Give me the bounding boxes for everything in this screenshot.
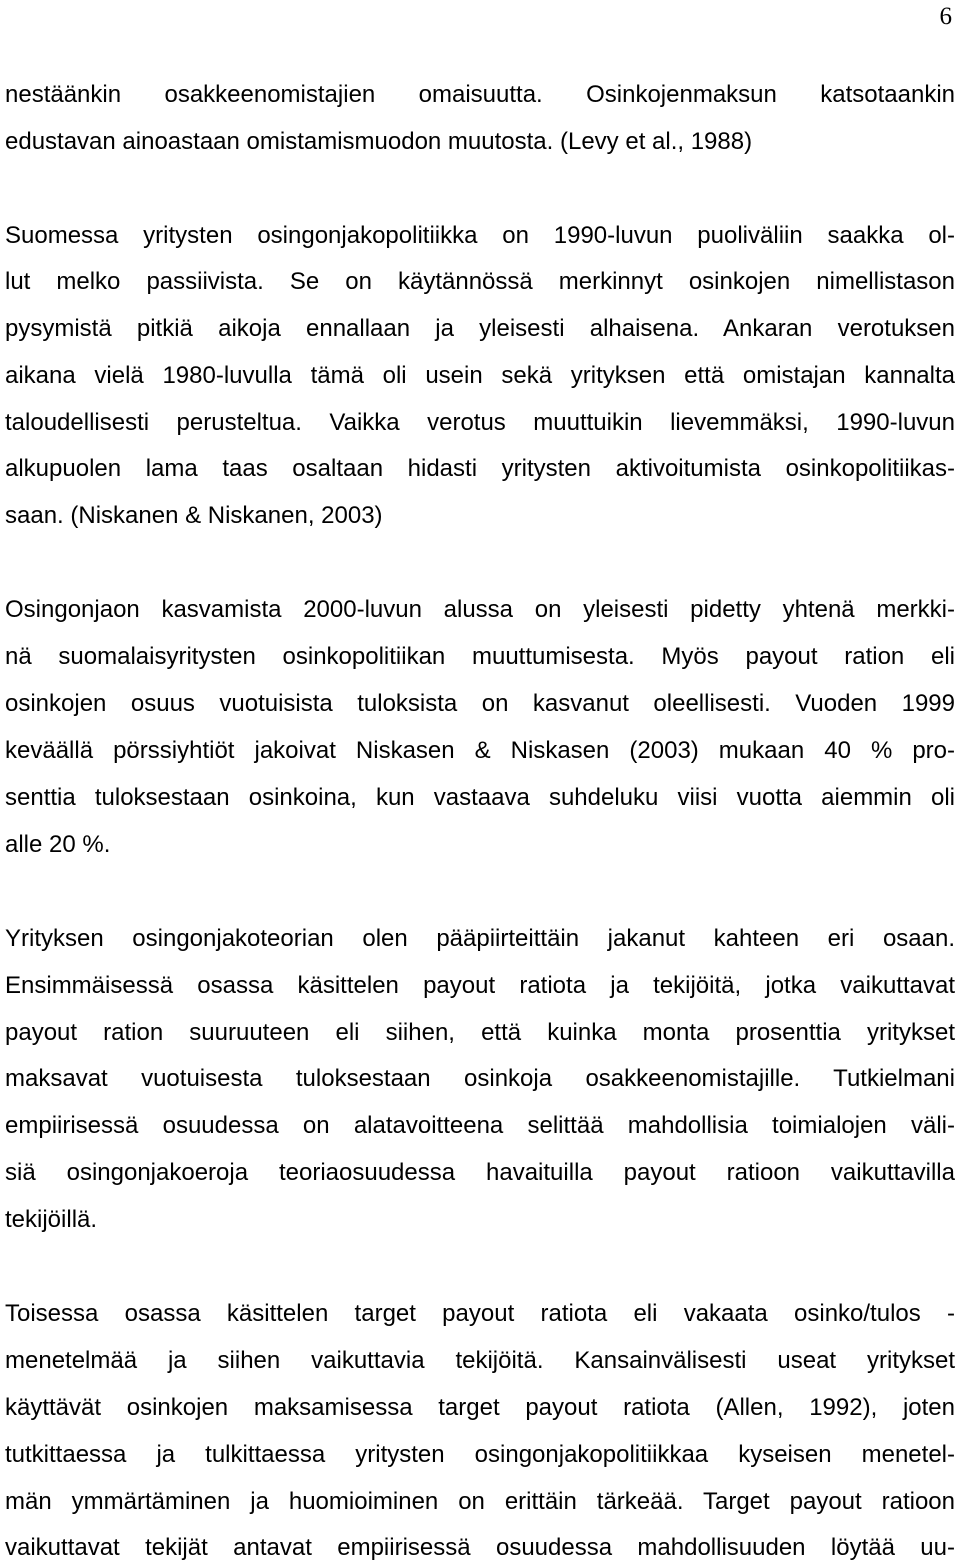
text-line: senttia tuloksestaan osinkoina, kun vastaava suhdeluku viisi vuotta aiemmin oli [5,784,955,811]
text-line: taloudellisesti perusteltua. Vaikka verotus muuttuikin lievemmäksi, 1990-luvun [5,409,955,436]
text-line: alle 20 %. [5,831,111,858]
text-line: maksavat vuotuisesta tuloksestaan osinkoja osakkeenomistajille. Tutkielmani [5,1065,955,1092]
text-line: Ensimmäisessä osassa käsittelen payout ratiota ja tekijöitä, jotka vaikuttavat [5,972,955,999]
text-line: nestäänkin osakkeenomistajien omaisuutta. Osinkojenmaksun katsotaankin [5,81,955,108]
text-line: Suomessa yritysten osingonjakopolitiikka on 1990-luvun puoliväliin saakka ol- [5,222,955,249]
text-line: empiirisessä osuudessa on alatavoitteena selittää mahdollisia toimialojen väli- [5,1112,955,1139]
text-line: tutkittaessa ja tulkittaessa yritysten osingonjakopolitiikkaa kyseisen menetel- [5,1441,955,1468]
text-line: siä osingonjakoeroja teoriaosuudessa havaituilla payout ratioon vaikuttavilla [5,1159,955,1186]
text-line: pysymistä pitkiä aikoja ennallaan ja yleisesti alhaisena. Ankaran verotuksen [5,315,955,342]
text-line: vaikuttavat tekijät antavat empiirisessä osuudessa mahdollisuuden löytää uu- [5,1534,955,1561]
text-line: alkupuolen lama taas osaltaan hidasti yritysten aktivoitumista osinkopolitiikas- [5,455,955,482]
text-line: keväällä pörssiyhtiöt jakoivat Niskasen & Niskasen (2003) mukaan 40 % pro- [5,737,955,764]
text-line: osinkojen osuus vuotuisista tuloksista on kasvanut oleellisesti. Vuoden 1999 [5,690,955,717]
text-line: lut melko passiivista. Se on käytännössä merkinnyt osinkojen nimellistason [5,268,955,295]
text-line: payout ration suuruuteen eli siihen, että kuinka monta prosenttia yritykset [5,1019,955,1046]
text-line: edustavan ainoastaan omistamismuodon muutosta. (Levy et al., 1988) [5,128,753,155]
text-line: tekijöillä. [5,1206,98,1233]
text-line: Yrityksen osingonjakoteorian olen pääpiirteittäin jakanut kahteen eri osaan. [5,925,955,952]
text-line: saan. (Niskanen & Niskanen, 2003) [5,502,383,529]
page-number: 6 [939,3,952,30]
text-line: Toisessa osassa käsittelen target payout ratiota eli vakaata osinko/tulos - [5,1300,955,1327]
text-line: Osingonjaon kasvamista 2000-luvun alussa on yleisesti pidetty yhtenä merkki- [5,596,955,623]
text-line: nä suomalaisyritysten osinkopolitiikan muuttumisesta. Myös payout ration eli [5,643,955,670]
text-line: käyttävät osinkojen maksamisessa target payout ratiota (Allen, 1992), joten [5,1394,955,1421]
text-line: menetelmää ja siihen vaikuttavia tekijöitä. Kansainvälisesti useat yritykset [5,1347,955,1374]
text-line: män ymmärtäminen ja huomioiminen on erittäin tärkeää. Target payout ratioon [5,1488,955,1515]
text-line: aikana vielä 1980-luvulla tämä oli usein sekä yrityksen että omistajan kannalta [5,362,955,389]
